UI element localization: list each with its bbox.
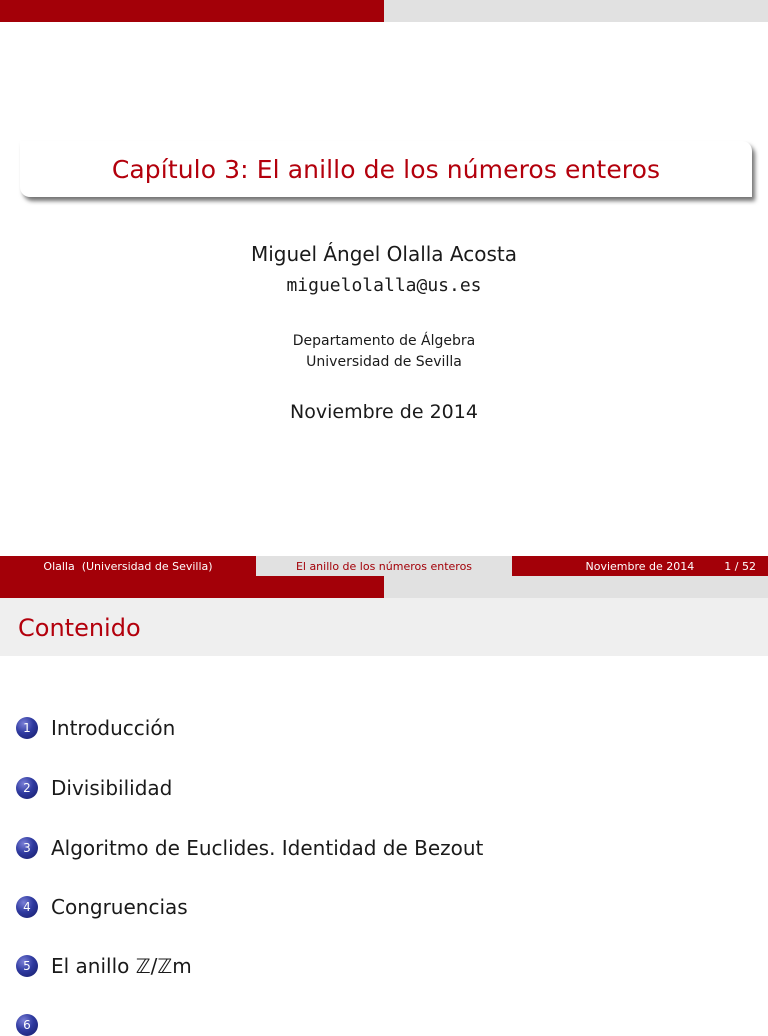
footline (0, 556, 768, 576)
toc-item-label: Congruencias (51, 895, 188, 919)
footer-date-page (512, 556, 768, 576)
header-bar-gray (384, 576, 768, 598)
footer-author-text: Olalla (Universidad de Sevilla) (43, 559, 213, 573)
toc-item-label: Introducción (51, 716, 176, 740)
section-number-ball: 4 (16, 896, 38, 918)
footer-title (256, 556, 512, 576)
header-bar (0, 0, 768, 22)
toc-item[interactable] (16, 1014, 51, 1036)
institute-department: Departamento de Álgebra (292, 333, 476, 349)
toc-item[interactable] (16, 836, 483, 860)
toc-item-label: Algoritmo de Euclides. Identidad de Bezout (51, 836, 484, 860)
header-bar (0, 576, 768, 598)
institute-university: Universidad de Sevilla (306, 354, 462, 370)
toc-item[interactable] (16, 776, 172, 800)
header-bar-gray (384, 0, 768, 22)
title-box (20, 141, 752, 197)
header-bar-red (0, 576, 384, 598)
footer-date-text: Noviembre de 2014 (585, 559, 695, 573)
presentation-title: Capítulo 3: El anillo de los números enteros (111, 154, 661, 184)
footer-title-text: El anillo de los números enteros (295, 559, 473, 573)
footer-page-number: 1 / 52 (724, 559, 756, 573)
header-bar-red (0, 0, 384, 22)
section-number-ball: 1 (16, 717, 38, 739)
section-number-ball: 2 (16, 777, 38, 799)
slide-contents (0, 576, 768, 1032)
author-name: Miguel Ángel Olalla Acosta (250, 242, 518, 266)
presentation-date: Noviembre de 2014 (290, 401, 478, 423)
author-email[interactable]: miguelolalla@us.es (286, 275, 482, 296)
toc-item[interactable] (16, 954, 192, 978)
frame-title: Contenido (18, 614, 141, 642)
toc-item-label: El anillo ℤ/ℤm (51, 954, 192, 978)
footer-author (0, 556, 256, 576)
section-number-ball: 3 (16, 837, 38, 859)
section-number-ball: 6 (16, 1014, 38, 1036)
toc-item[interactable] (16, 895, 188, 919)
toc-item[interactable] (16, 716, 175, 740)
toc-item-label: Divisibilidad (51, 776, 173, 800)
section-number-ball: 5 (16, 955, 38, 977)
